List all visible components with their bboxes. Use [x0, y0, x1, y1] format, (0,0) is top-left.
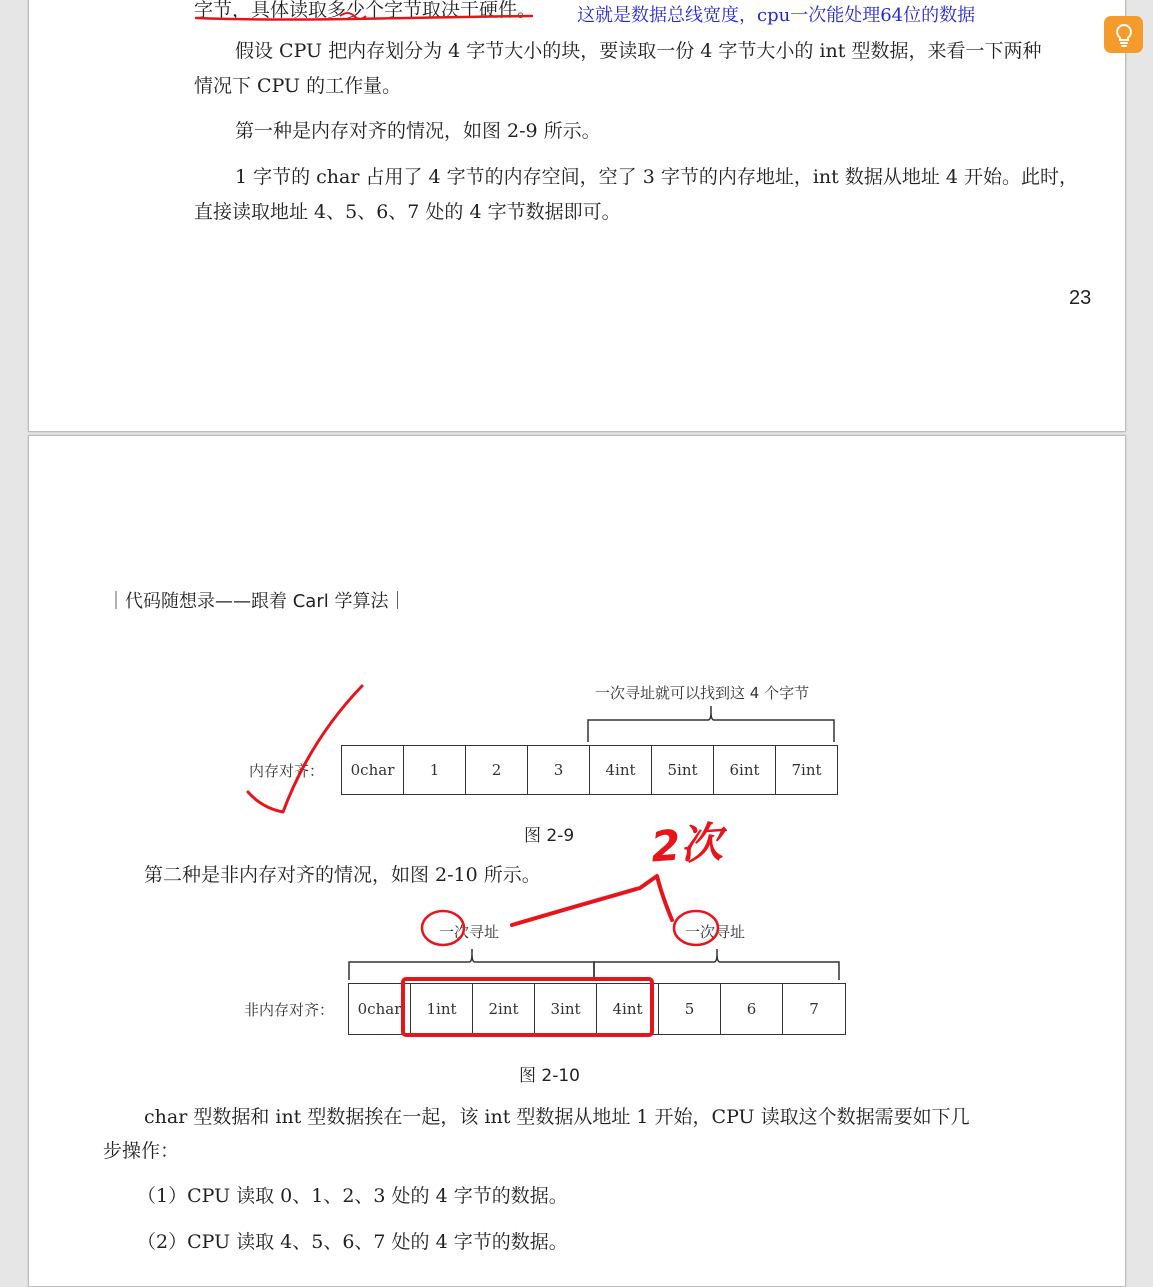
step-2: （2）CPU 读取 4、5、6、7 处的 4 字节的数据。 [137, 1231, 568, 1253]
fig9-cell: 7int [776, 746, 838, 794]
step-1: （1）CPU 读取 0、1、2、3 处的 4 字节的数据。 [137, 1185, 568, 1207]
paragraph-2: 第一种是内存对齐的情况，如图 2-9 所示。 [235, 120, 601, 142]
running-header: ｜代码随想录——跟着 Carl 学算法｜ [107, 591, 407, 612]
paragraph-3-line-1: 1 字节的 char 占用了 4 字节的内存空间，空了 3 字节的内存地址，int 数据从地址 4 开始。此时， [235, 166, 1078, 188]
fig9-memory-row [341, 745, 838, 795]
fig10-cell: 3int [535, 984, 597, 1034]
fig9-cell: 4int [590, 746, 652, 794]
fig9-cell: 6int [714, 746, 776, 794]
fig10-note-left: 一次寻址 [439, 923, 500, 941]
fig9-row-label: 内存对齐： [249, 762, 325, 780]
tip-button[interactable] [1104, 16, 1143, 53]
paragraph-char-line-2: 步操作： [103, 1140, 180, 1162]
fig9-cell: 3 [528, 746, 590, 794]
fig10-row-label: 非内存对齐： [244, 1001, 335, 1019]
fig10-note-right: 一次寻址 [685, 923, 746, 941]
fig9-cell: 2 [466, 746, 528, 794]
page-number: 23 [1069, 287, 1092, 309]
document-page-1 [28, 0, 1126, 432]
paragraph-1-line-2: 情况下 CPU 的工作量。 [194, 75, 402, 97]
fig10-memory-row [348, 983, 846, 1035]
document-page-2 [28, 435, 1126, 1287]
fig9-cell: 5int [652, 746, 714, 794]
paragraph-3-line-2: 直接读取地址 4、5、6、7 处的 4 字节数据即可。 [194, 201, 621, 223]
text-line-top: 字节，具体读取多少个字节取决于硬件。 [194, 0, 537, 21]
fig10-cell: 7 [783, 984, 846, 1034]
paragraph-char-line-1: char 型数据和 int 型数据挨在一起，该 int 型数据从地址 1 开始，CPU 读取这个数据需要如下几 [144, 1106, 970, 1128]
lightbulb-icon [1112, 22, 1136, 48]
fig10-cell: 2int [473, 984, 535, 1034]
fig9-caption: 图 2-9 [524, 826, 575, 846]
paragraph-1-line-1: 假设 CPU 把内存划分为 4 字节大小的块，要读取一份 4 字节大小的 int 型数据，来看一下两种 [235, 40, 1042, 62]
handwritten-annotation-blue: 这就是数据总线宽度，cpu一次能处理64位的数据 [577, 5, 976, 26]
fig10-caption: 图 2-10 [519, 1066, 580, 1086]
handwritten-note-red: 2次 [649, 817, 724, 872]
fig9-cell: 0char [342, 746, 404, 794]
paragraph-second-case: 第二种是非内存对齐的情况，如图 2-10 所示。 [144, 864, 541, 886]
fig10-cell: 1int [411, 984, 473, 1034]
fig10-cell: 4int [597, 984, 659, 1034]
fig10-cell: 6 [721, 984, 783, 1034]
fig10-cell: 5 [659, 984, 721, 1034]
fig9-top-note: 一次寻址就可以找到这 4 个字节 [595, 684, 810, 702]
fig10-cell: 0char [349, 984, 411, 1034]
fig9-cell: 1 [404, 746, 466, 794]
